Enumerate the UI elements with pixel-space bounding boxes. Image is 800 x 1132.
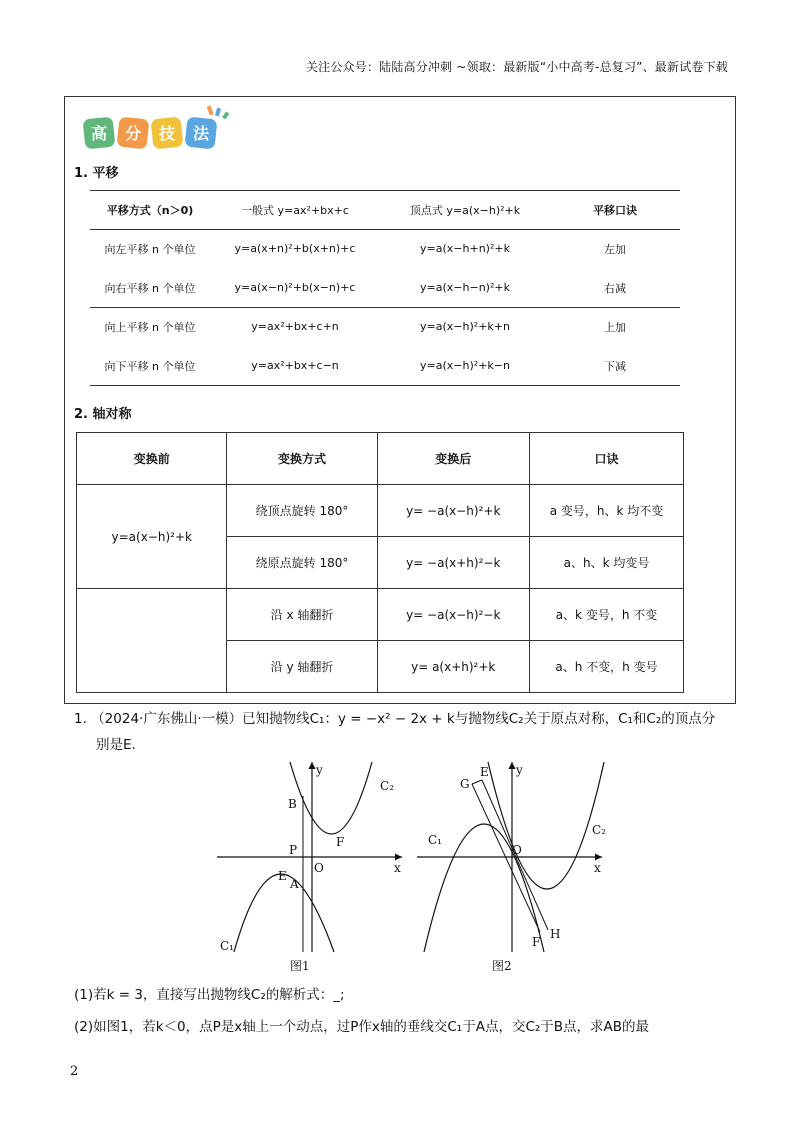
label-f: F <box>532 935 541 949</box>
table-cell: y=a(x−h)²+k+n <box>420 320 510 333</box>
table-header: 变换前 <box>77 433 227 485</box>
table-cell: 右减 <box>604 281 626 295</box>
table-header: 平移方式（n＞0) <box>106 203 194 217</box>
symmetry-table <box>76 432 684 693</box>
logo-char: 高 <box>90 124 108 143</box>
label-f: F <box>336 835 345 849</box>
table-cell: 左加 <box>604 242 626 256</box>
label-c2: C₂ <box>592 823 606 837</box>
table-cell: 沿 y 轴翻折 <box>227 641 377 693</box>
label-x: x <box>594 861 601 875</box>
table-divider <box>90 385 680 386</box>
label-e: E <box>278 869 287 883</box>
parabola-c1 <box>234 874 334 952</box>
figure-2 <box>412 756 612 978</box>
table-cell: y=a(x−n)²+b(x−n)+c <box>234 281 356 294</box>
parabola-c1 <box>424 824 544 952</box>
label-a: A <box>290 877 299 891</box>
sub-question-1: (1)若k = 3，直接写出抛物线C₂的解析式：_; <box>74 987 345 1003</box>
translation-table <box>90 190 680 385</box>
table-cell: 向下平移 n 个单位 <box>104 359 196 373</box>
label-p: P <box>289 843 298 857</box>
problem-line-2: 别是E. <box>96 737 136 753</box>
table-cell: y=a(x−h+n)²+k <box>420 242 510 255</box>
label-h: H <box>550 927 561 941</box>
page-number: 2 <box>70 1064 79 1079</box>
table-cell: y= −a(x−h)²+k <box>377 485 529 537</box>
table-header: 变换方式 <box>227 433 377 485</box>
table-cell-empty <box>77 589 227 693</box>
table-cell: 向左平移 n 个单位 <box>104 242 196 256</box>
label-c1: C₁ <box>220 939 234 953</box>
table-header: 变换后 <box>377 433 529 485</box>
table-cell: y=ax²+bx+c+n <box>251 320 339 333</box>
parabola-c2 <box>488 762 604 889</box>
segment-ge <box>472 780 482 784</box>
table-cell-before: y=a(x−h)²+k <box>77 485 227 589</box>
table-divider <box>90 307 680 308</box>
table-header: 口诀 <box>529 433 683 485</box>
table-row <box>90 346 680 385</box>
label-x: x <box>394 861 401 875</box>
table-header: 一般式 y=ax²+bx+c <box>241 203 349 217</box>
table-cell: y=a(x+n)²+b(x+n)+c <box>234 242 356 255</box>
label-g: G <box>460 777 470 791</box>
table-cell: a 变号，h、k 均不变 <box>529 485 683 537</box>
label-b: B <box>288 797 297 811</box>
table-cell: 绕原点旋转 180° <box>227 537 377 589</box>
table-row <box>90 229 680 268</box>
page-header: 关注公众号：陆陆高分冲刺 ~领取：最新版“小中高考-总复习”、最新试卷下载 <box>305 60 728 74</box>
logo-confetti-icon <box>207 106 230 120</box>
parabola-c2 <box>290 762 372 834</box>
table-row <box>90 307 680 346</box>
table-cell: y= −a(x+h)²−k <box>377 537 529 589</box>
sub-question-2: (2)如图1，若k＜0，点P是x轴上一个动点，过P作x轴的垂线交C₁于A点，交C₂于B点，求AB的最 <box>74 1019 650 1035</box>
label-o: O <box>314 861 324 875</box>
section-2-title: 2. 轴对称 <box>74 407 132 422</box>
figure-2-caption: 图2 <box>492 959 512 973</box>
table-cell: y=a(x−h)²+k−n <box>420 359 510 372</box>
table-cell: a、k 变号，h 不变 <box>529 589 683 641</box>
table-cell: 上加 <box>604 320 626 334</box>
table-cell: 绕顶点旋转 180° <box>227 485 377 537</box>
figure-1-caption: 图1 <box>290 959 310 973</box>
label-c2: C₂ <box>380 779 394 793</box>
logo-char: 法 <box>192 124 210 143</box>
table-cell: 向右平移 n 个单位 <box>104 281 196 295</box>
table-cell: a、h、k 均变号 <box>529 537 683 589</box>
figure-1 <box>212 756 412 978</box>
logo-char: 分 <box>124 124 142 143</box>
table-cell: y=ax²+bx+c−n <box>251 359 339 372</box>
table-cell: a、h 不变，h 变号 <box>529 641 683 693</box>
table-header: 平移口诀 <box>593 203 637 217</box>
label-c1: C₁ <box>428 833 442 847</box>
table-row <box>90 268 680 307</box>
table-header-row <box>90 190 680 229</box>
label-e: E <box>480 765 489 779</box>
logo-char: 技 <box>158 124 176 143</box>
table-header: 顶点式 y=a(x−h)²+k <box>409 203 521 217</box>
table-cell: y=a(x−h−n)²+k <box>420 281 510 294</box>
label-o: O <box>512 843 522 857</box>
label-y: y <box>516 763 523 777</box>
table-divider <box>90 229 680 230</box>
segment-gf <box>472 784 540 932</box>
table-cell: y= a(x+h)²+k <box>377 641 529 693</box>
problem-line-1: 1. （2024·广东佛山·一模）已知抛物线C₁：y = −x² − 2x + k与抛物线C₂关于原点对称，C₁和C₂的顶点分 <box>74 711 716 727</box>
table-cell: 向上平移 n 个单位 <box>104 320 196 334</box>
section-1-title: 1. 平移 <box>74 166 119 181</box>
logo-badge <box>78 104 238 152</box>
table-cell: y= −a(x−h)²−k <box>377 589 529 641</box>
problem-statement <box>74 706 734 758</box>
table-cell: 沿 x 轴翻折 <box>227 589 377 641</box>
table-cell: 下减 <box>604 359 626 373</box>
label-y: y <box>316 763 323 777</box>
